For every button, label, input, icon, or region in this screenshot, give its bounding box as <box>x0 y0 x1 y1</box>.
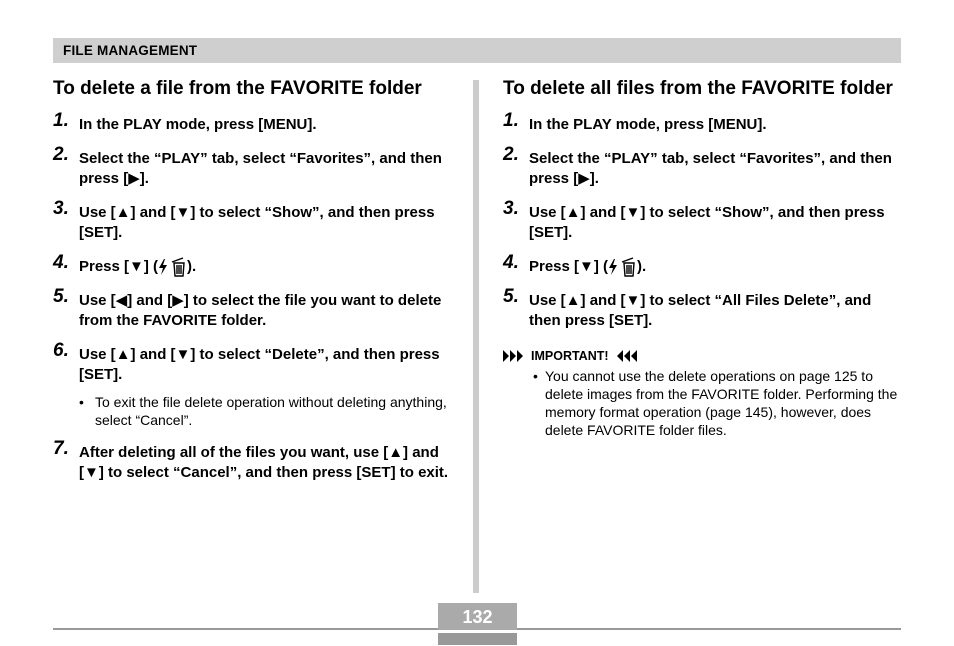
left-step-7 <box>53 438 458 483</box>
step-text-after: ). <box>637 258 647 275</box>
left-step-1 <box>53 110 458 135</box>
important-header <box>503 349 903 363</box>
left-note <box>53 393 458 429</box>
step-text: Select the “PLAY” tab, select “Favorites”, and then press [▶]. <box>79 150 442 187</box>
flash-icon <box>608 259 618 275</box>
step-number: 4. <box>503 252 519 273</box>
step-text-before: Press [▼] ( <box>79 258 159 275</box>
flash-icon <box>158 259 168 275</box>
left-step-3 <box>53 198 458 243</box>
step-text: After deleting all of the files you want, use [▲] and [▼] to select “Cancel”, and then press [SET] to exit. <box>79 444 449 481</box>
step-text: Select the “PLAY” tab, select “Favorites”, and then press [▶]. <box>529 150 892 187</box>
step-text: Use [▲] and [▼] to select “All Files Delete”, and then press [SET]. <box>529 292 872 329</box>
step-number: 1. <box>53 110 69 131</box>
step-number: 7. <box>53 438 69 459</box>
left-step-4 <box>53 252 458 277</box>
important-note-text: You cannot use the delete operations on page 125 to delete images from the FAVORITE folder. Performing the memory format operation (page 145), however, does delete FAVORITE folder files. <box>545 368 898 438</box>
page-number-box <box>438 603 517 645</box>
important-label: IMPORTANT! <box>531 349 609 363</box>
step-number: 3. <box>503 198 519 219</box>
step-number: 4. <box>53 252 69 273</box>
step-text: Use [▲] and [▼] to select “Show”, and then press [SET]. <box>79 204 435 241</box>
step-number: 2. <box>503 144 519 165</box>
section-title: FILE MANAGEMENT <box>63 43 198 58</box>
bullet: • <box>79 394 84 410</box>
left-title: To delete a file from the FAVORITE folder <box>53 78 422 99</box>
arrows-right-icon <box>503 350 525 362</box>
left-step-6 <box>53 340 458 385</box>
step-number: 6. <box>53 340 69 361</box>
column-divider <box>473 80 479 593</box>
right-step-3 <box>503 198 903 243</box>
step-number: 5. <box>53 286 69 307</box>
right-step-2 <box>503 144 903 189</box>
trash-can-icon <box>171 257 187 277</box>
step-text-after: ). <box>187 258 197 275</box>
section-header-bar <box>53 38 901 63</box>
note-text: To exit the file delete operation without deleting anything, select “Cancel”. <box>95 394 447 428</box>
step-text: Use [▲] and [▼] to select “Show”, and then press [SET]. <box>529 204 885 241</box>
step-text-before: Press [▼] ( <box>529 258 609 275</box>
step-number: 5. <box>503 286 519 307</box>
right-step-5 <box>503 286 903 331</box>
step-number: 1. <box>503 110 519 131</box>
bullet: • <box>533 368 538 384</box>
step-text: Use [▲] and [▼] to select “Delete”, and then press [SET]. <box>79 346 440 383</box>
step-text: In the PLAY mode, press [MENU]. <box>79 116 317 133</box>
arrows-left-icon <box>615 350 637 362</box>
left-step-2 <box>53 144 458 189</box>
step-number: 2. <box>53 144 69 165</box>
right-title: To delete all files from the FAVORITE folder <box>503 78 893 99</box>
left-step-5 <box>53 286 458 331</box>
step-text: Use [◀] and [▶] to select the file you want to delete from the FAVORITE folder. <box>79 292 442 329</box>
page-number: 132 <box>438 603 517 630</box>
right-column <box>503 76 903 439</box>
step-number: 3. <box>53 198 69 219</box>
important-note <box>503 367 903 439</box>
step-text: In the PLAY mode, press [MENU]. <box>529 116 767 133</box>
right-step-1 <box>503 110 903 135</box>
left-column <box>53 76 458 497</box>
right-step-4 <box>503 252 903 277</box>
trash-can-icon <box>621 257 637 277</box>
